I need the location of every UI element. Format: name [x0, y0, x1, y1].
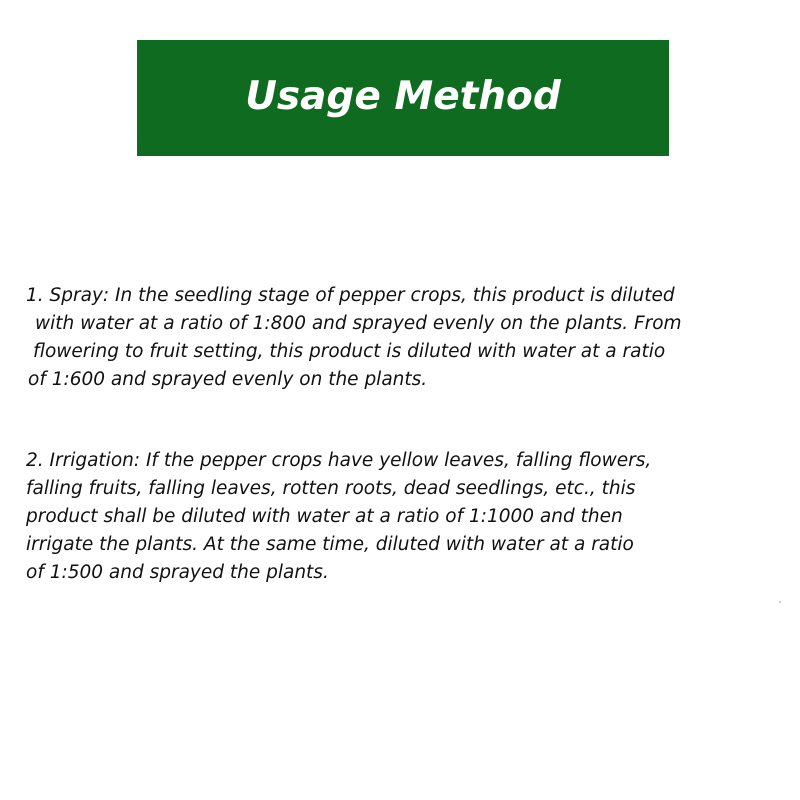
usage-method-banner	[137, 40, 669, 156]
instruction-line: 1. Spray: In the seedling stage of pepper crops, this product is diluted	[26, 285, 675, 306]
instruction-line: with water at a ratio of 1:800 and sprayed evenly on the plants. From	[35, 313, 682, 334]
spray-instruction	[26, 282, 786, 394]
page-title: Usage Method	[245, 73, 561, 119]
irrigation-instruction	[26, 447, 786, 587]
instruction-line: product shall be diluted with water at a ratio of 1:1000 and then	[26, 506, 623, 527]
instruction-line: flowering to fruit setting, this product is diluted with water at a ratio	[33, 341, 666, 362]
instruction-line: falling fruits, falling leaves, rotten roots, dead seedlings, etc., this	[26, 478, 636, 499]
instruction-line: of 1:500 and sprayed the plants.	[26, 562, 329, 583]
decorative-dot	[779, 601, 781, 603]
instruction-line: irrigate the plants. At the same time, diluted with water at a ratio	[26, 534, 634, 555]
instruction-line: 2. Irrigation: If the pepper crops have yellow leaves, falling flowers,	[26, 450, 652, 471]
instruction-line: of 1:600 and sprayed evenly on the plants.	[28, 369, 428, 390]
